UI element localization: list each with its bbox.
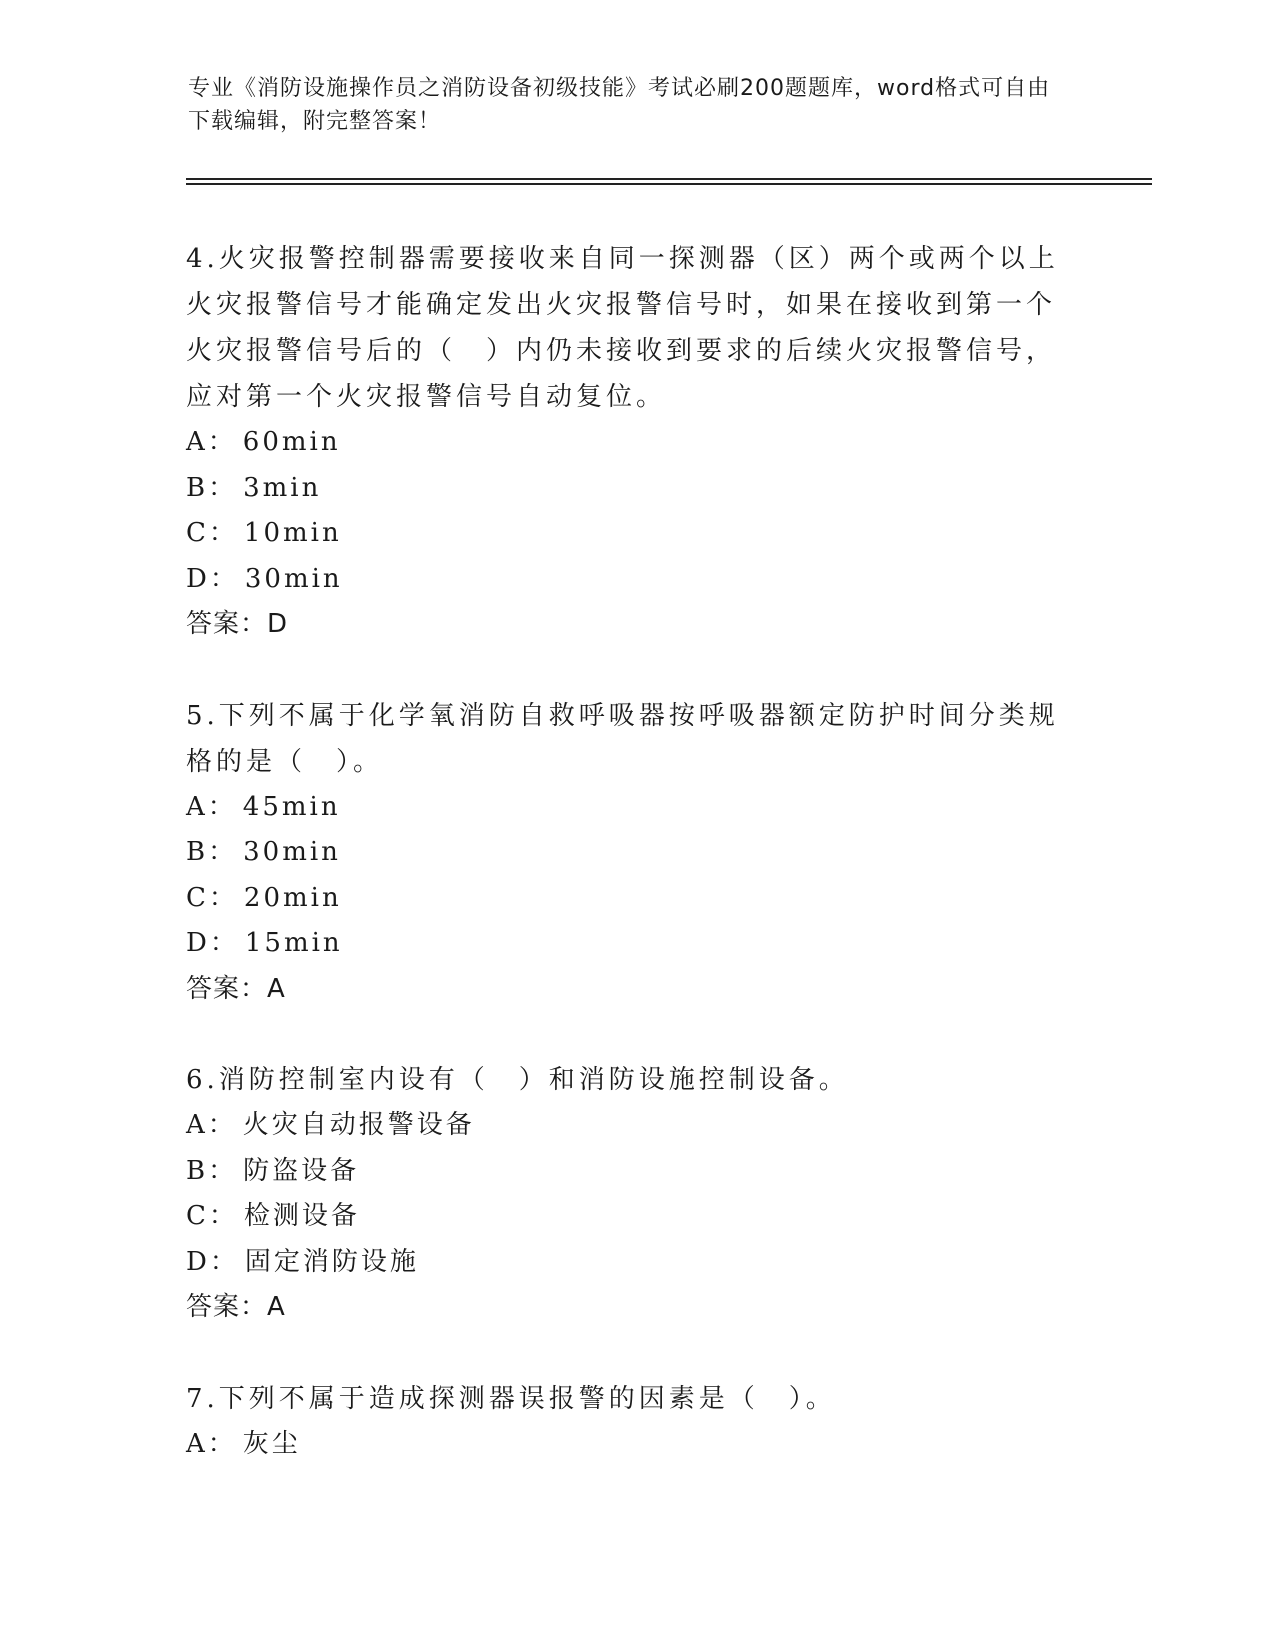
option-text: 20min (243, 882, 342, 913)
answer-line: 答案：A (186, 973, 286, 1004)
option-letter: C： (186, 518, 238, 548)
option-d (186, 921, 1066, 967)
option-a (186, 1422, 1066, 1468)
option-letter: A： (186, 1110, 237, 1140)
option-d (186, 1240, 1066, 1286)
question-stem: 4.火灾报警控制器需要接收来自同一探测器（区）两个或两个以上火灾报警信号才能确定发出火灾报警信号时，如果在接收到第一个火灾报警信号后的（ ）内仍未接收到要求的后续火灾报警信号，应对第一个火灾报警信号自动复位。 (186, 244, 1059, 412)
option-text: 60min (242, 427, 341, 457)
option-letter: A： (186, 427, 237, 457)
header-divider-top (186, 178, 1152, 180)
option-text: 固定消防设施 (244, 1246, 419, 1277)
option-text: 灰尘 (242, 1428, 301, 1459)
question-stem: 5.下列不属于化学氧消防自救呼吸器按呼吸器额定防护时间分类规格的是（ ）。 (186, 700, 1059, 777)
option-d (186, 557, 1066, 603)
question-stem: 6.消防控制室内设有（ ）和消防设施控制设备。 (186, 1065, 849, 1095)
option-b (186, 1149, 1066, 1195)
header-divider-bottom (186, 183, 1152, 185)
answer-line: 答案：D (186, 609, 289, 639)
option-a (186, 420, 1066, 466)
option-letter: A： (186, 1428, 237, 1459)
option-a (186, 785, 1066, 831)
option-b (186, 466, 1066, 512)
option-text: 防盗设备 (243, 1155, 360, 1186)
option-letter: D： (186, 563, 239, 594)
option-text: 10min (243, 518, 342, 548)
question-4 (186, 236, 1066, 648)
option-letter: C： (186, 882, 238, 913)
option-letter: C： (186, 1201, 238, 1231)
option-text: 15min (244, 928, 343, 958)
option-text: 检测设备 (243, 1201, 360, 1231)
option-letter: B： (186, 1155, 238, 1186)
option-letter: D： (186, 928, 239, 958)
option-letter: A： (186, 791, 237, 822)
option-b (186, 830, 1066, 876)
option-text: 3min (243, 472, 322, 503)
option-a (186, 1103, 1066, 1149)
option-letter: B： (186, 472, 238, 503)
option-text: 30min (243, 837, 341, 867)
question-6 (186, 1057, 1066, 1331)
answer-line: 答案：A (186, 1292, 286, 1322)
option-text: 45min (242, 791, 341, 822)
question-list (186, 236, 1066, 1512)
question-5 (186, 693, 1066, 1013)
option-c (186, 876, 1066, 922)
document-header: 专业《消防设施操作员之消防设备初级技能》考试必刷200题题库，word格式可自由下载编辑，附完整答案！ (188, 76, 1051, 134)
option-letter: D： (186, 1246, 239, 1277)
option-text: 火灾自动报警设备 (242, 1110, 475, 1140)
option-c (186, 1194, 1066, 1240)
option-c (186, 511, 1066, 557)
option-letter: B： (186, 837, 238, 867)
question-7 (186, 1376, 1066, 1468)
option-text: 30min (244, 563, 343, 594)
question-stem: 7.下列不属于造成探测器误报警的因素是（ ）。 (186, 1383, 836, 1414)
